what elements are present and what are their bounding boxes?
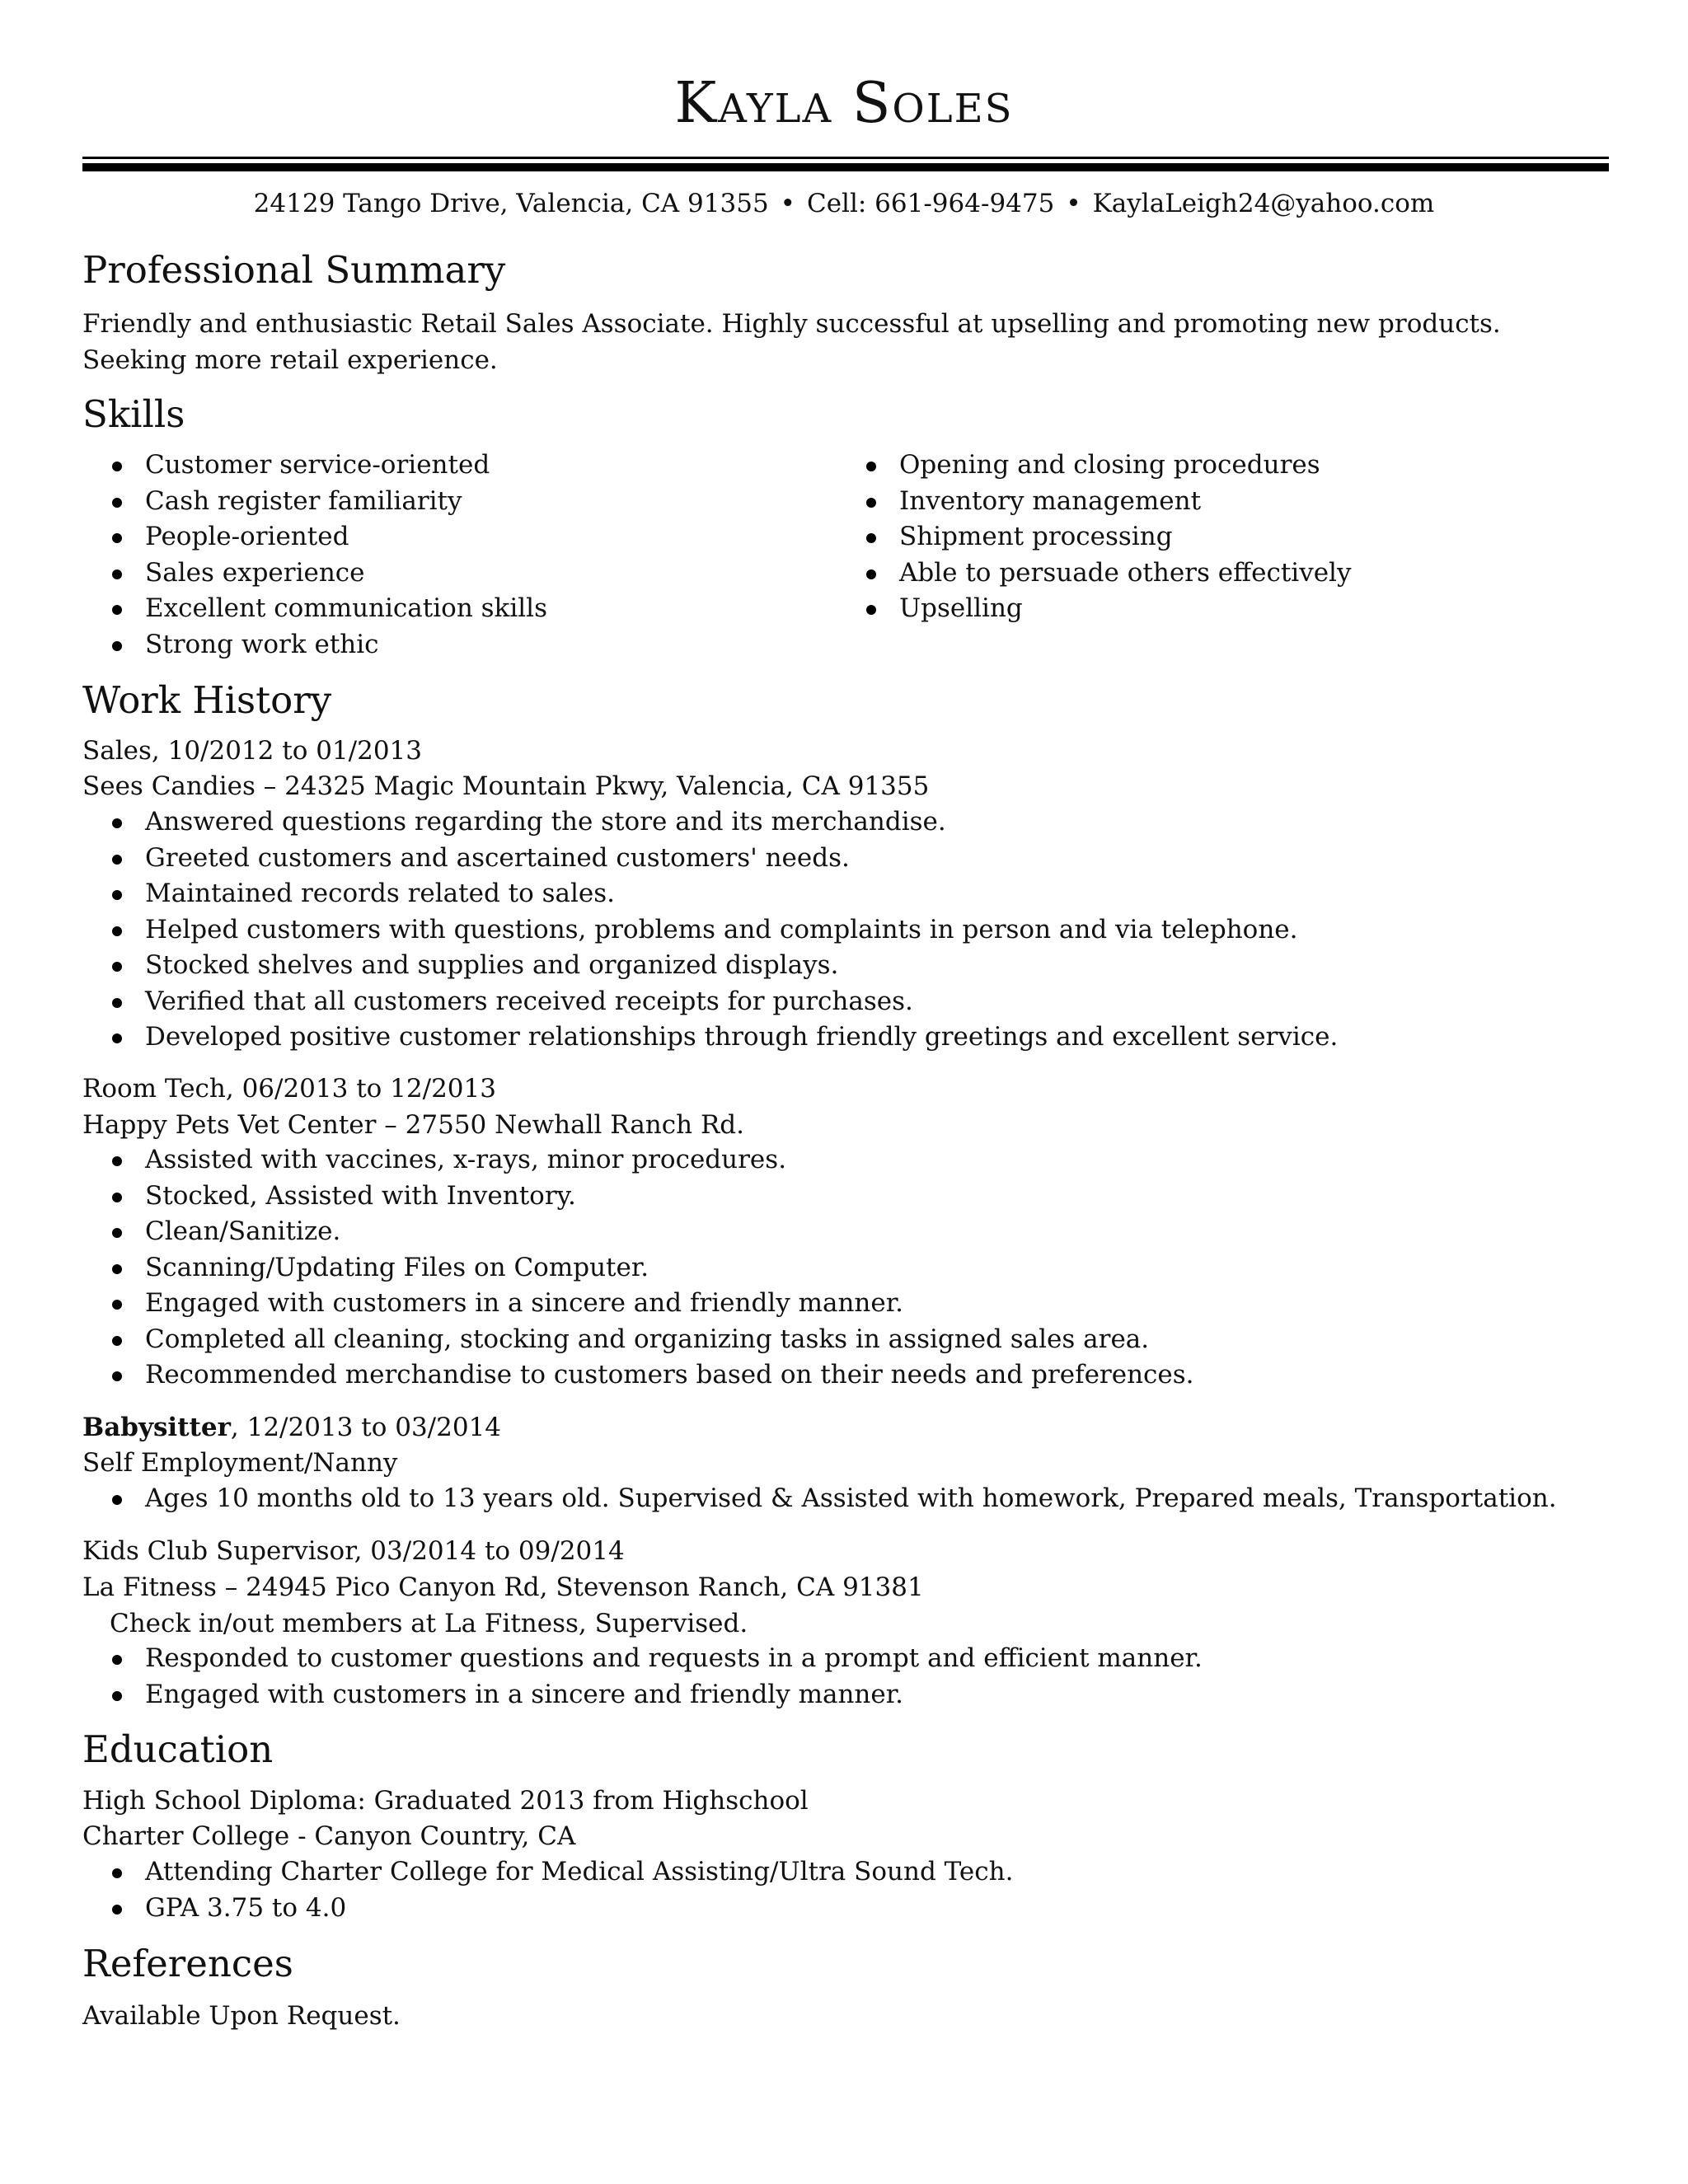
- separator-bullet: •: [1066, 189, 1081, 218]
- job-title-dates: Kids Club Supervisor, 03/2014 to 09/2014: [82, 1536, 625, 1566]
- job-employer: La Fitness – 24945 Pico Canyon Rd, Stevenson Ranch, CA 91381: [82, 1572, 924, 1602]
- list-item: Cash register familiarity: [82, 484, 547, 520]
- job-duties-list: [82, 1481, 1557, 1517]
- list-item: People-oriented: [82, 519, 547, 555]
- job-duties-list: [82, 804, 1338, 1056]
- list-item: GPA 3.75 to 4.0: [82, 1891, 1013, 1927]
- section-title-references: References: [82, 1942, 293, 1985]
- list-item: Excellent communication skills: [82, 591, 547, 627]
- list-item: Scanning/Updating Files on Computer.: [82, 1250, 1194, 1286]
- list-item: Attending Charter College for Medical Assisting/Ultra Sound Tech.: [82, 1854, 1013, 1891]
- list-item: Completed all cleaning, stocking and organizing tasks in assigned sales area.: [82, 1322, 1194, 1358]
- list-item: Greeted customers and ascertained customers' needs.: [82, 841, 1338, 877]
- job-title-bold: Babysitter: [82, 1413, 231, 1442]
- list-item: Stocked shelves and supplies and organized displays.: [82, 948, 1338, 984]
- address: 24129 Tango Drive, Valencia, CA 91355: [253, 189, 769, 218]
- email: KaylaLeigh24@yahoo.com: [1092, 189, 1435, 218]
- job-title-dates: Room Tech, 06/2013 to 12/2013: [82, 1074, 496, 1104]
- contact-line: [0, 186, 1688, 221]
- list-item: Opening and closing procedures: [860, 448, 1351, 484]
- header-divider-thick: [82, 163, 1609, 171]
- list-item: Ages 10 months old to 13 years old. Supervised & Assisted with homework, Prepared meals, Transportation.: [82, 1481, 1557, 1517]
- job-title-dates: Sales, 10/2012 to 01/2013: [82, 736, 422, 766]
- list-item: Customer service-oriented: [82, 448, 547, 484]
- job-employer: Sees Candies – 24325 Magic Mountain Pkwy, Valencia, CA 91355: [82, 771, 930, 801]
- list-item: Able to persuade others effectively: [860, 555, 1351, 592]
- job-note: Check in/out members at La Fitness, Supervised.: [110, 1609, 748, 1638]
- list-item: Shipment processing: [860, 519, 1351, 555]
- list-item: Engaged with customers in a sincere and friendly manner.: [82, 1286, 1194, 1322]
- section-title-summary: Professional Summary: [82, 248, 506, 292]
- section-title-skills: Skills: [82, 392, 185, 436]
- list-item: Maintained records related to sales.: [82, 876, 1338, 912]
- job-duties-list: [82, 1142, 1194, 1394]
- job-employer: Happy Pets Vet Center – 27550 Newhall Ranch Rd.: [82, 1110, 744, 1140]
- list-item: Assisted with vaccines, x-rays, minor procedures.: [82, 1142, 1194, 1179]
- job-dates: , 12/2013 to 03/2014: [230, 1413, 502, 1442]
- job-title-dates: [82, 1409, 501, 1446]
- job-employer: Self Employment/Nanny: [82, 1448, 398, 1478]
- separator-bullet: •: [780, 189, 795, 218]
- list-item: Clean/Sanitize.: [82, 1214, 1194, 1250]
- education-details-list: [82, 1854, 1013, 1926]
- list-item: Upselling: [860, 591, 1351, 627]
- summary-text: Friendly and enthusiastic Retail Sales Associate. Highly successful at upselling and promoting new products. Seeking more retail experience.: [82, 309, 1501, 375]
- cell-phone: Cell: 661-964-9475: [806, 189, 1055, 218]
- list-item: Responded to customer questions and requests in a prompt and efficient manner.: [82, 1641, 1203, 1677]
- list-item: Engaged with customers in a sincere and friendly manner.: [82, 1677, 1203, 1713]
- skills-list-left: [82, 448, 547, 663]
- list-item: Inventory management: [860, 484, 1351, 520]
- list-item: Helped customers with questions, problems and complaints in person and via telephone.: [82, 912, 1338, 949]
- references-text: Available Upon Request.: [82, 2001, 401, 2031]
- list-item: Strong work ethic: [82, 627, 547, 663]
- header-divider-thin: [82, 157, 1609, 159]
- list-item: Recommended merchandise to customers based on their needs and preferences.: [82, 1357, 1194, 1394]
- list-item: Sales experience: [82, 555, 547, 592]
- list-item: Answered questions regarding the store and its merchandise.: [82, 804, 1338, 841]
- section-title-education: Education: [82, 1727, 274, 1771]
- skills-list-right: [860, 448, 1351, 627]
- list-item: Developed positive customer relationships through friendly greetings and excellent service.: [82, 1019, 1338, 1056]
- list-item: Stocked, Assisted with Inventory.: [82, 1179, 1194, 1215]
- section-title-work-history: Work History: [82, 678, 332, 722]
- candidate-name: Kayla Soles: [674, 71, 1014, 136]
- education-school: Charter College - Canyon Country, CA: [82, 1821, 576, 1851]
- job-duties-list: [82, 1641, 1203, 1713]
- education-degree: High School Diploma: Graduated 2013 from Highschool: [82, 1786, 809, 1816]
- list-item: Verified that all customers received receipts for purchases.: [82, 984, 1338, 1020]
